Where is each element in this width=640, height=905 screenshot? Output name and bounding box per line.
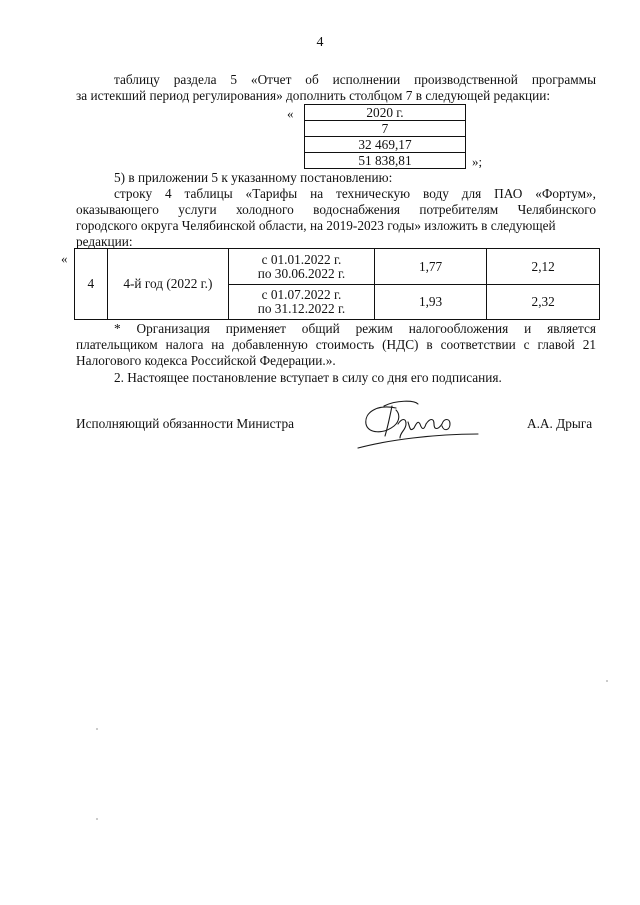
table2-period-start: с 01.01.2022 г. xyxy=(261,251,342,267)
scan-dot xyxy=(96,818,98,820)
table2-value: 1,93 xyxy=(374,285,487,320)
footnote-line1: * Организация применяет общий режим налогообложения и является xyxy=(114,321,596,336)
para1-line1: таблицу раздела 5 «Отчет об исполнении производственной программы xyxy=(114,72,596,87)
table1-cell: 32 469,17 xyxy=(305,137,466,153)
table2-value: 2,32 xyxy=(487,285,600,320)
para3: 2. Настоящее постановление вступает в силу со дня его подписания. xyxy=(114,370,502,385)
para2-line2: строку 4 таблицы «Тарифы на техническую воду для ПАО «Фортум», xyxy=(114,186,596,201)
table1-close-quote: »; xyxy=(472,154,483,169)
table2-row xyxy=(75,249,600,285)
table2-row-number: 4 xyxy=(75,249,108,320)
table1-cell: 7 xyxy=(305,121,466,137)
table2-period xyxy=(229,249,375,285)
table2-value: 2,12 xyxy=(487,249,600,285)
table2-period-end: по 30.06.2022 г. xyxy=(257,265,346,281)
para1-line2: за истекший период регулирования» дополнить столбцом 7 в следующей редакции: xyxy=(76,88,551,103)
table1-row xyxy=(305,105,466,121)
footnote-line2: плательщиком налога на добавленную стоимость (НДС) в соответствии с главой 21 xyxy=(76,337,596,352)
table2 xyxy=(74,248,600,320)
footnote-line3: Налогового кодекса Российской Федерации.». xyxy=(76,353,336,368)
signatory-position: Исполняющий обязанности Министра xyxy=(76,416,295,431)
signatory-name: А.А. Дрыга xyxy=(527,416,593,431)
scan-dot xyxy=(96,728,98,730)
table2-period-end: по 31.12.2022 г. xyxy=(257,301,346,316)
table1-cell: 2020 г. xyxy=(305,105,466,121)
table1-row xyxy=(305,153,466,169)
table2-year: 4-й год (2022 г.) xyxy=(107,249,229,320)
table2-open-quote: « xyxy=(61,251,68,266)
para2-line5: редакции: xyxy=(76,234,133,249)
table2-period xyxy=(229,285,375,320)
table1-cell: 51 838,81 xyxy=(305,153,466,169)
table1 xyxy=(304,104,466,169)
table2-period-start: с 01.07.2022 г. xyxy=(261,287,342,302)
para2-line3: оказывающего услуги холодного водоснабжения потребителям Челябинского xyxy=(76,202,596,217)
table1-row xyxy=(305,137,466,153)
scan-dot xyxy=(606,680,608,682)
table1-open-quote: « xyxy=(287,106,294,121)
para2-line1: 5) в приложении 5 к указанному постановлению: xyxy=(114,170,393,185)
table1-row xyxy=(305,121,466,137)
table2-value: 1,77 xyxy=(374,249,487,285)
para2-line4: городского округа Челябинской области, на 2019-2023 годы» изложить в следующей xyxy=(76,218,556,233)
signature-icon xyxy=(338,394,488,456)
page-number: 4 xyxy=(316,35,324,50)
